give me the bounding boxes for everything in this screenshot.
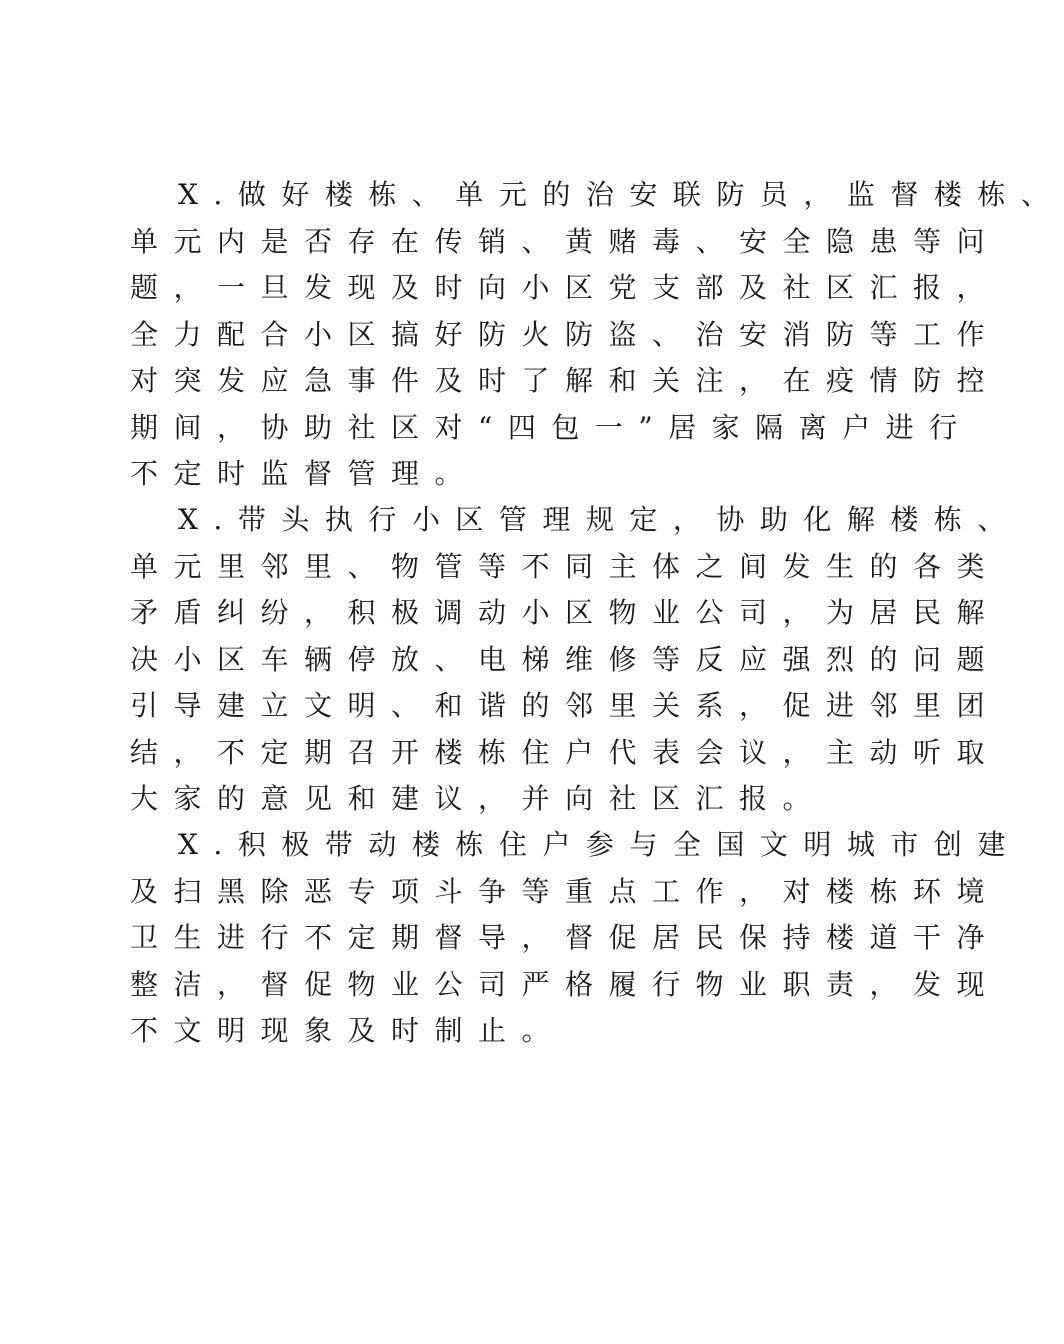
paragraph-line: 单元里邻里、物管等不同主体之间发生的各类	[130, 549, 1001, 583]
paragraph-line: 全力配合小区搞好防火防盗、治安消防等工作	[130, 317, 1001, 351]
paragraph-line: 题，一旦发现及时向小区党支部及社区汇报，	[130, 271, 1001, 304]
paragraph-line: 对突发应急事件及时了解和关注，在疫情防控	[130, 364, 1001, 397]
paragraph-1	[130, 172, 1064, 498]
paragraph-line: X.带头执行小区管理规定，协助化解楼栋、	[178, 503, 1021, 536]
paragraph-2	[130, 497, 1021, 823]
paragraph-line: 矛盾纠纷，积极调动小区物业公司，为居民解	[130, 596, 1001, 629]
paragraph-line: 整洁，督促物业公司严格履行物业职责，发现	[130, 967, 1001, 1001]
paragraph-line: 及扫黑除恶专项斗争等重点工作，对楼栋环境	[130, 874, 1001, 908]
paragraph-line: 单元内是否存在传销、黄赌毒、安全隐患等问	[130, 224, 1001, 258]
paragraph-3	[130, 822, 1021, 1055]
paragraph-line: 期间，协助社区对“四包一”居家隔离户进行	[130, 410, 973, 444]
paragraph-line: 结，不定期召开楼栋住户代表会议，主动听取	[130, 735, 1001, 769]
paragraph-line: 决小区车辆停放、电梯维修等反应强烈的问题	[130, 642, 1001, 676]
paragraph-line: 引导建立文明、和谐的邻里关系，促进邻里团	[130, 689, 1001, 722]
paragraph-line: X.做好楼栋、单元的治安联防员，监督楼栋、	[178, 178, 1064, 211]
paragraph-line: 不文明现象及时制止。	[130, 1014, 566, 1047]
paragraph-line: 不定时监督管理。	[130, 457, 479, 490]
paragraph-line: 大家的意见和建议，并向社区汇报。	[130, 782, 827, 815]
paragraph-line: X.积极带动楼栋住户参与全国文明城市创建	[178, 828, 1021, 861]
paragraph-line: 卫生进行不定期督导，督促居民保持楼道干净	[130, 921, 1001, 954]
